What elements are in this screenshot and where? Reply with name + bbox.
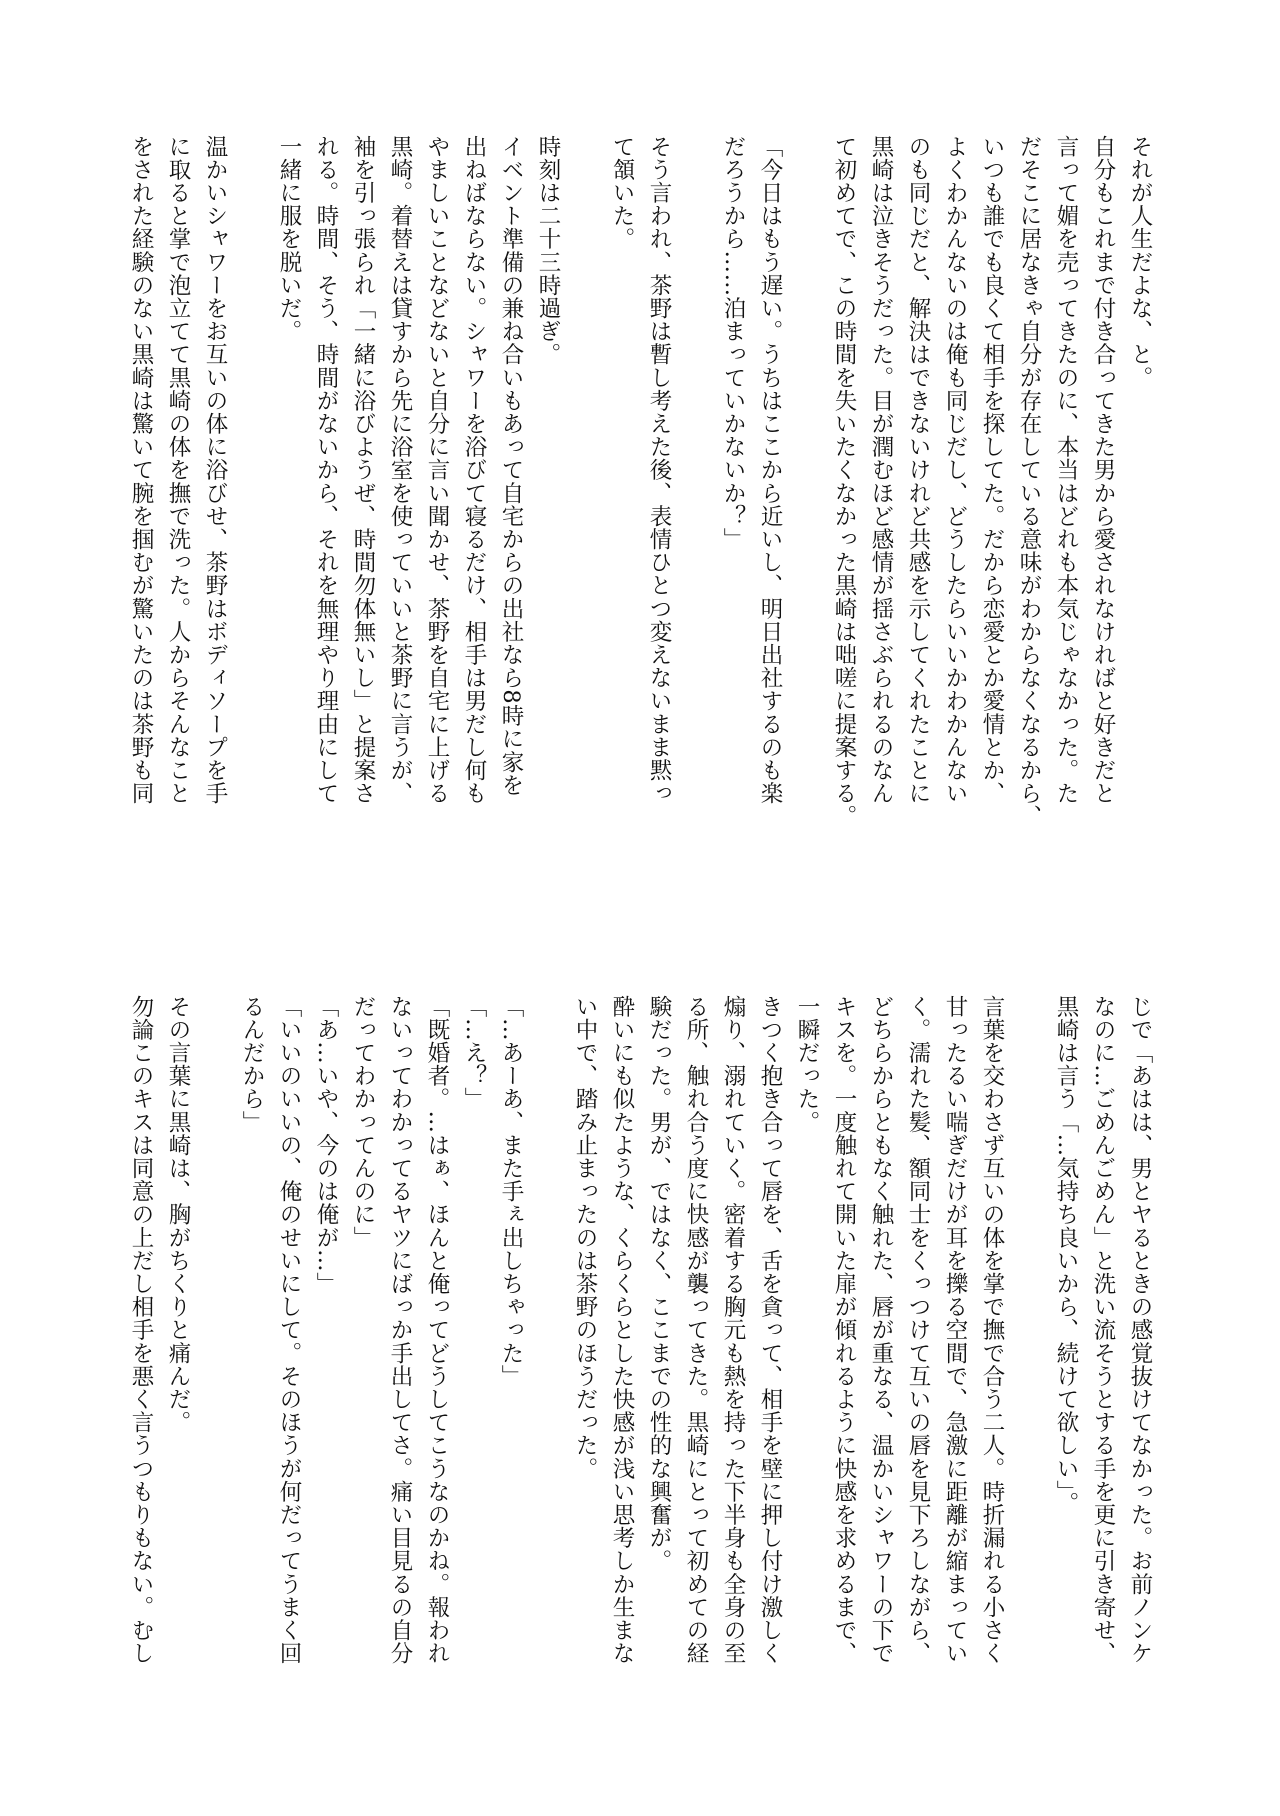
text-line: キスを。一度触れて開いた扉が傾れるように快感を求めるまで、	[831, 995, 857, 1665]
text-line: 袖を引っ張られ「一緒に浴びようぜ、時間勿体無いし」と提案さ	[350, 135, 376, 805]
text-line: 「いいのいいの、俺のせいにして。そのほうが何だってうまく回	[276, 995, 302, 1665]
text-line: 「あ…いや、今のは俺が…」	[313, 995, 339, 1296]
text-line: 一瞬だった。	[794, 995, 820, 1134]
text-line: 自分もこれまで付き合ってきた男から愛されなければと好きだと	[1090, 135, 1116, 805]
text-line: く。濡れた髪、額同士をくっつけて互いの唇を見下ろしながら、	[905, 995, 931, 1665]
text-line: 「既婚者。…はぁ、ほんと俺ってどうしてこうなのかね。報われ	[424, 995, 450, 1665]
text-line: 「…あーあ、また手ぇ出しちゃった」	[498, 995, 524, 1388]
text-line: 出ねばならない。シャワーを浴びて寝るだけ、相手は男だし何も	[461, 135, 487, 805]
text-line: どちらからともなく触れた、唇が重なる、温かいシャワーの下で	[868, 995, 894, 1665]
text-line: 酔いにも似たような、くらくらとした快感が浅い思考しか生まな	[609, 995, 635, 1665]
text-line: 温かいシャワーをお互いの体に浴びせ、茶野はボディソープを手	[202, 135, 228, 805]
text-line: のも同じだと、解決はできないけれど共感を示してくれたことに	[905, 135, 931, 805]
text-line: をされた経験のない黒崎は驚いて腕を掴むが驚いたのは茶野も同	[128, 135, 154, 805]
blank-line	[1010, 995, 1047, 1695]
text-line: イベント準備の兼ね合いもあって自宅からの出社なら8時に家を	[498, 135, 524, 797]
text-line: 一緒に服を脱いだ。	[276, 135, 302, 343]
blank-line	[788, 135, 825, 835]
text-line: 時刻は二十三時過ぎ。	[535, 135, 561, 366]
text-line: なのに…ごめんごめん」と洗い流そうとする手を更に引き寄せ、	[1090, 995, 1116, 1665]
text-line: る所、触れ合う度に快感が襲ってきた。黒崎にとって初めての経	[683, 995, 709, 1665]
blank-line	[196, 995, 233, 1695]
text-line: 煽り、溺れていく。密着する胸元も熱を持った下半身も全身の至	[720, 995, 746, 1665]
text-line: きつく抱き合って唇を、舌を貪って、相手を壁に押し付け激しく	[757, 995, 783, 1665]
text-line: そう言われ、茶野は暫し考えた後、表情ひとつ変えないまま黙っ	[646, 135, 672, 805]
text-line: その言葉に黒崎は、胸がちくりと痛んだ。	[165, 995, 191, 1434]
text-line: ないってわかってるヤツにばっか手出してさ。痛い目見るの自分	[387, 995, 413, 1665]
text-line: いつも誰でも良くて相手を探してた。だから恋愛とか愛情とか、	[979, 135, 1005, 805]
blank-line	[566, 135, 603, 835]
text-line: だそこに居なきゃ自分が存在している意味がわからなくなるから、	[1016, 135, 1042, 828]
text-line: 言葉を交わさず互いの体を掌で撫で合う二人。時折漏れる小さく	[979, 995, 1005, 1665]
text-line: 「今日はもう遅い。うちはここから近いし、明日出社するのも楽	[757, 135, 783, 805]
blank-line	[677, 135, 714, 835]
text-line: だってわかってんのに」	[350, 995, 376, 1250]
text-line: に取ると掌で泡立てて黒崎の体を撫で洗った。人からそんなこと	[165, 135, 191, 805]
text-line: て頷いた。	[609, 135, 635, 251]
text-line: それが人生だよな、と。	[1127, 135, 1153, 390]
text-line: い中で、踏み止まったのは茶野のほうだった。	[572, 995, 598, 1481]
text-line: 「…え？」	[461, 995, 487, 1111]
text-line: 黒崎は言う「…気持ち良いから、続けて欲しい」。	[1053, 995, 1079, 1516]
text-line: よくわかんないのは俺も同じだし、どうしたらいいかわかんない	[942, 135, 968, 805]
text-line: るんだから」	[239, 995, 265, 1134]
text-line: れる。時間、そう、時間がないから、それを無理やり理由にして	[313, 135, 339, 805]
text-line: じで「あはは、男とヤるときの感覚抜けてなかった。お前ノンケ	[1127, 995, 1153, 1665]
text-line: だろうから……泊まっていかないか？」	[720, 135, 746, 551]
text-line: やましいことなどないと自分に言い聞かせ、茶野を自宅に上げる	[424, 135, 450, 805]
lower-text-block	[113, 995, 1158, 1695]
text-line: 黒崎。着替えは貸すから先に浴室を使っていいと茶野に言うが、	[387, 135, 413, 805]
upper-text-block	[113, 135, 1158, 835]
text-line: 勿論このキスは同意の上だし相手を悪く言うつもりもない。むし	[128, 995, 154, 1665]
text-line: て初めてで、この時間を失いたくなかった黒崎は咄嗟に提案する。	[831, 135, 857, 828]
text-line: 験だった。男が、ではなく、ここまでの性的な興奮が。	[646, 995, 672, 1573]
text-line: 甘ったるい喘ぎだけが耳を擽る空間で、急激に距離が縮まってい	[942, 995, 968, 1665]
blank-line	[233, 135, 270, 835]
text-line: 言って媚を売ってきたのに、本当はどれも本気じゃなかった。た	[1053, 135, 1079, 805]
blank-line	[529, 995, 566, 1695]
text-line: 黒崎は泣きそうだった。目が潤むほど感情が揺さぶられるのなん	[868, 135, 894, 805]
